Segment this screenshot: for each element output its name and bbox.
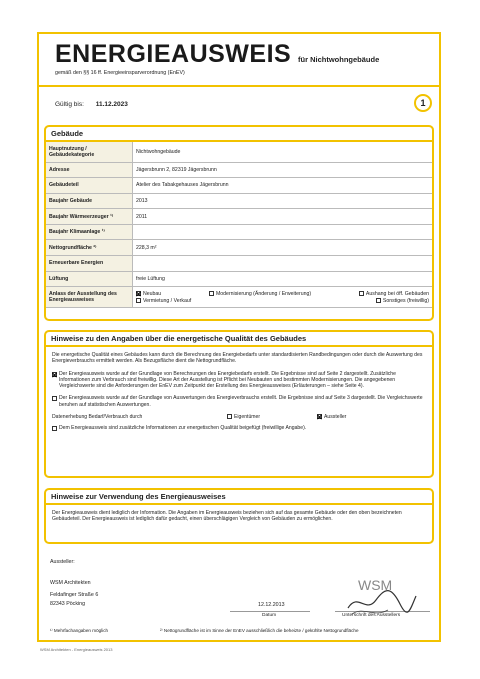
- gebaeude-row-value: Jägersbrunn 2, 82319 Jägersbrunn: [133, 162, 433, 178]
- valid-until: [55, 101, 128, 108]
- option-bedarf[interactable]: [52, 371, 426, 390]
- checkbox-icon: [359, 291, 364, 296]
- footnote-1: ¹⁾ Mehrfachangaben möglich: [50, 628, 109, 633]
- gebaeude-row-label: Baujahr Gebäude: [46, 193, 133, 209]
- anlass-modernisierung[interactable]: Modernisierung (Änderung / Erweiterung): [209, 291, 311, 297]
- gebaeude-row-label: Adresse: [46, 162, 133, 178]
- gebaeude-row: [46, 162, 432, 178]
- checkbox-icon: [136, 298, 141, 303]
- gebaeude-row-value: Atelier des Tabakgehauses Jägersbrunn: [133, 178, 433, 194]
- gebaeude-row: [46, 256, 432, 272]
- gebaeude-row: [46, 209, 432, 225]
- page-footer: WSM Architekten - Energieausweis 2013: [40, 647, 113, 652]
- date-label: Datum: [262, 613, 277, 618]
- anlass-aushang[interactable]: Aushang bei öff. Gebäuden: [359, 291, 429, 297]
- checkbox-icon: [227, 414, 232, 419]
- anlass-sonstiges[interactable]: Sonstiges (freiwillig): [376, 298, 429, 304]
- gebaeude-row-value: freie Lüftung: [133, 271, 433, 287]
- valid-date: 11.12.2023: [95, 101, 128, 108]
- gebaeude-row: [46, 224, 432, 240]
- checkbox-icon: [317, 414, 322, 419]
- signature-label: Unterschrift des Ausstellers: [342, 613, 401, 618]
- gebaeude-section: [44, 125, 434, 321]
- aussteller-label: Aussteller:: [50, 559, 75, 565]
- checkbox-icon: [209, 291, 214, 296]
- gebaeude-row-value: 2011: [133, 209, 433, 225]
- gebaeude-heading: Gebäude: [46, 127, 432, 142]
- document-title: ENERGIEAUSWEIS: [55, 40, 292, 68]
- checkbox-icon: [52, 426, 57, 431]
- aussteller-name: WSM Architekten: [50, 580, 91, 586]
- signature-stamp-icon: [340, 574, 420, 622]
- anlass-options: [133, 287, 433, 307]
- gebaeude-row-value: Nichtwohngebäude: [133, 142, 433, 162]
- eigentuemer-option[interactable]: Eigentümer: [227, 414, 317, 420]
- option-verbrauch-text: Der Energieausweis wurde auf der Grundlage von Auswertungen des Energieverbrauchs erstellt. Die Ergebnisse sind auf Seite 3 dargestellt. Die Vergleichswerte beruhen auf statistischen Auswertungen.: [59, 395, 423, 408]
- anlass-neubau[interactable]: Neubau: [136, 291, 161, 297]
- checkbox-icon: [376, 298, 381, 303]
- option-verbrauch[interactable]: [52, 395, 426, 408]
- option-bedarf-text: Der Energieausweis wurde auf der Grundlage von Berechnungen des Energiebedarfs erstellt. Die Ergebnisse sind auf Seite 2 dargestellt. Zusätzliche Informationen zum Verbrauch sind freiwillig. Diese Art der Ausstellung ist Pflicht bei Neubauten und bestimmten Modernisierungen. Die angegebenen Vergleichswerte sind die Anforderungen der EnEV zum Zeitpunkt der Erstellung des Energieausweises (Erläuterungen – siehe Seite 4).: [59, 370, 396, 390]
- enev-reference: gemäß den §§ 16 ff. Energieeinsparverordnung (EnEV): [55, 70, 185, 76]
- anlass-table: [46, 287, 432, 308]
- verwendung-text: Der Energieausweis dient lediglich der Information. Die Angaben im Energieausweis beziehen sich auf das gesamte Gebäude oder den oben bezeichneten Gebäudeteil. Der Energieausweis ist lediglich dafür gedacht, einen überschlägigen Vergleich von Gebäuden zu ermöglichen.: [52, 510, 402, 523]
- hinweise-section: [44, 330, 434, 478]
- valid-label: Gültig bis:: [55, 101, 84, 108]
- gebaeude-row-value: [133, 256, 433, 272]
- gebaeude-row: [46, 142, 432, 162]
- gebaeude-row: [46, 193, 432, 209]
- option-zusatz-text: Dem Energieausweis sind zusätzliche Informationen zur energetischen Qualität beigefügt (freiwillige Angabe).: [59, 425, 307, 432]
- document-subtitle: für Nichtwohngebäude: [298, 55, 380, 64]
- gebaeude-row: [46, 240, 432, 256]
- aussteller-city: 82343 Pöcking: [50, 601, 86, 607]
- gebaeude-row: [46, 178, 432, 194]
- gebaeude-row-label: Hauptnutzung / Gebäudekategorie: [46, 142, 133, 162]
- gebaeude-row-label: Nettogrundfläche ²⁾: [46, 240, 133, 256]
- signature-date: 12.12.2013: [258, 602, 285, 608]
- gebaeude-row: [46, 271, 432, 287]
- aussteller-option[interactable]: Aussteller: [317, 414, 346, 420]
- anlass-vermietung[interactable]: Vermietung / Verkauf: [136, 298, 191, 304]
- verwendung-section: [44, 488, 434, 544]
- gebaeude-row-label: Gebäudeteil: [46, 178, 133, 194]
- gebaeude-row-label: Baujahr Wärmeerzeuger ¹⁾: [46, 209, 133, 225]
- datenerhebung-row: [52, 414, 426, 420]
- footnote-2: ²⁾ Nettogrundfläche ist im Sinne der EnEV ausschließlich die beheizte / gekühlte Nettogrundfläche: [160, 628, 359, 633]
- anlass-label: Anlass der Ausstellung des Energieausweises: [46, 287, 133, 307]
- gebaeude-row-label: Erneuerbare Energien: [46, 256, 133, 272]
- gebaeude-row-value: [133, 224, 433, 240]
- datenerhebung-label: Datenerhebung Bedarf/Verbrauch durch: [52, 414, 143, 421]
- gebaeude-table: [46, 142, 432, 287]
- header-divider: [37, 85, 441, 87]
- aussteller-street: Feldafinger Straße 6: [50, 592, 99, 598]
- checkbox-icon: [52, 396, 57, 401]
- date-line: [230, 611, 310, 612]
- page-number: 1: [414, 94, 432, 112]
- gebaeude-row-label: Baujahr Klimaanlage ¹⁾: [46, 224, 133, 240]
- gebaeude-row-value: 228,3 m²: [133, 240, 433, 256]
- gebaeude-row-label: Lüftung: [46, 271, 133, 287]
- gebaeude-row-value: 2013: [133, 193, 433, 209]
- checkbox-icon: [136, 291, 141, 296]
- option-zusatz[interactable]: [52, 425, 426, 431]
- hinweise-intro: Die energetische Qualität eines Gebäudes kann durch die Berechnung des Energiebedarfs unter standardisierten Randbedingungen oder durch die Auswertung des Energieverbrauchs ermittelt werden. Als Bezugsfläche dient die Nettogrundfläche.: [52, 352, 423, 365]
- checkbox-icon: [52, 372, 57, 377]
- hinweise-heading: Hinweise zu den Angaben über die energetische Qualität des Gebäudes: [46, 332, 432, 347]
- stamp-text: WSM: [358, 577, 393, 593]
- verwendung-heading: Hinweise zur Verwendung des Energieausweises: [46, 490, 432, 505]
